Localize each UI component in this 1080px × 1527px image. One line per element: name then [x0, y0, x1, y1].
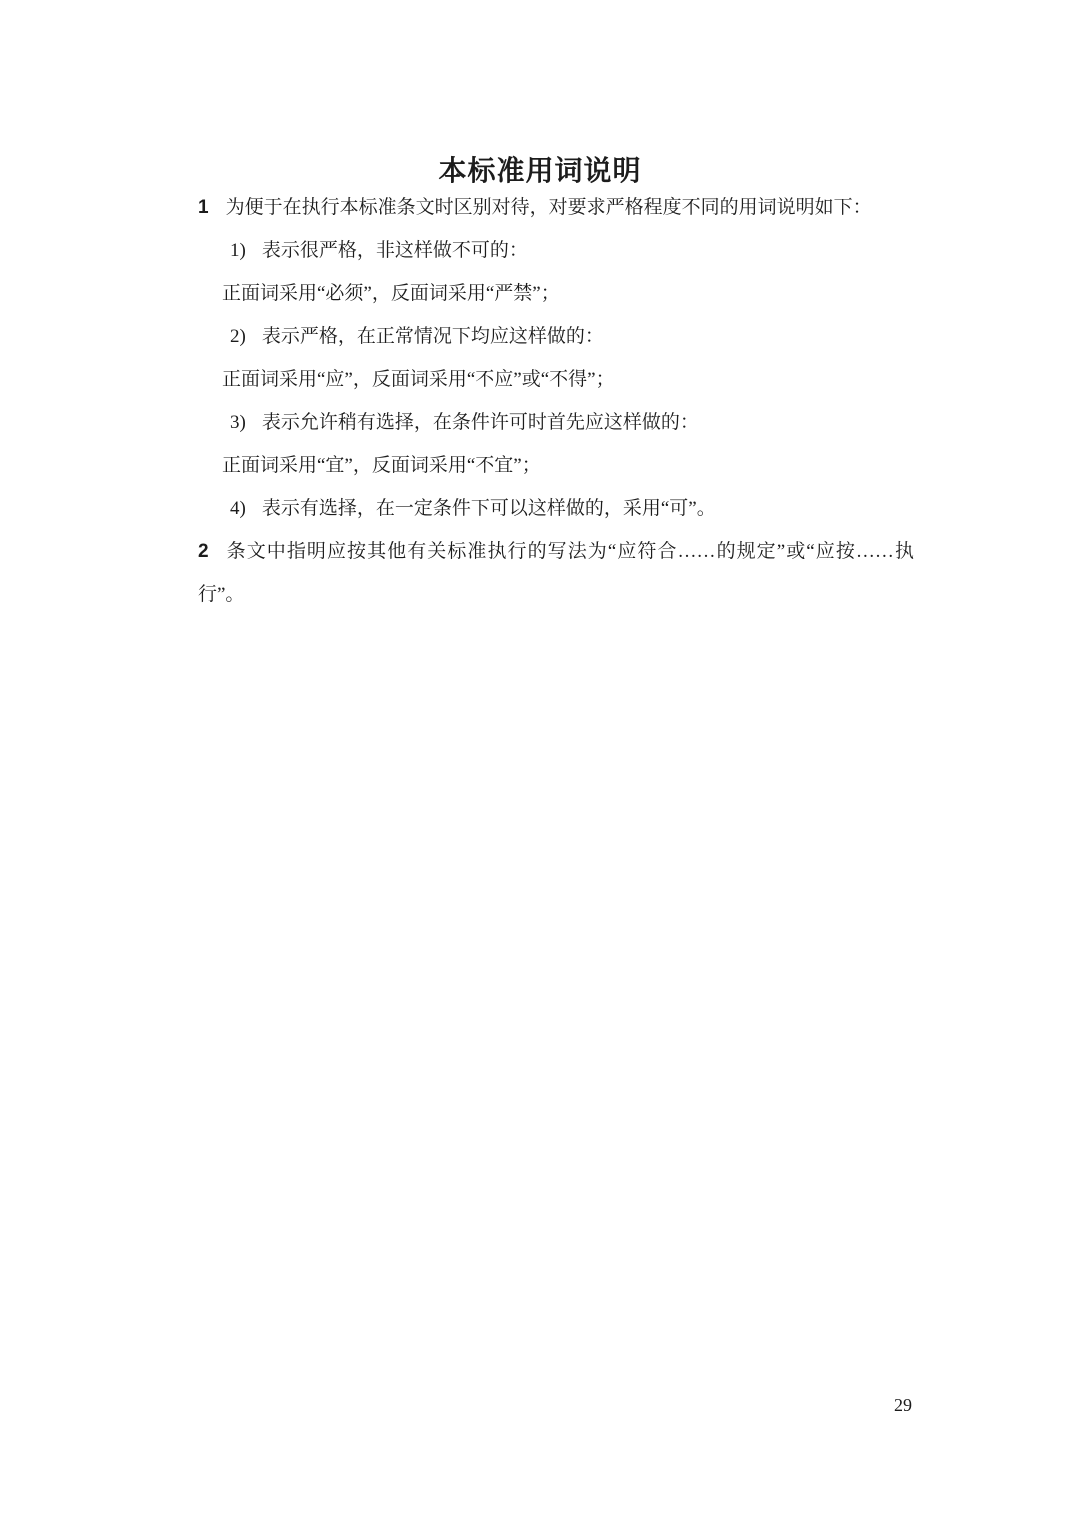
- list-item-2-note: [222, 358, 914, 401]
- list-item-4-marker: 4): [230, 498, 246, 519]
- document-body: [198, 186, 914, 616]
- list-item-2-text: 表示严格，在正常情况下均应这样做的：: [261, 326, 604, 347]
- page-number: 29: [894, 1395, 912, 1415]
- paragraph-1-text: 为便于在执行本标准条文时区别对待，对要求严格程度不同的用词说明如下：: [225, 197, 872, 218]
- list-item-1: [230, 229, 914, 272]
- list-item-3-text: 表示允许稍有选择，在条件许可时首先应这样做的：: [261, 412, 699, 433]
- paragraph-1: [198, 186, 914, 229]
- list-item-1-text: 表示很严格，非这样做不可的：: [261, 240, 528, 261]
- list-item-2-marker: 2): [230, 326, 246, 347]
- paragraph-2-text: 条文中指明应按其他有关标准执行的写法为“应符合……的规定”或“应按……执行”。: [198, 541, 914, 605]
- list-item-1-note-text: 正面词采用“必须”，反面词采用“严禁”；: [222, 283, 560, 304]
- list-item-3-note: [222, 444, 914, 487]
- list-item-2-note-text: 正面词采用“应”，反面词采用“不应”或“不得”；: [222, 369, 615, 390]
- list-item-2: [230, 315, 914, 358]
- list-item-3-note-text: 正面词采用“宜”，反面词采用“不宜”；: [222, 455, 541, 476]
- list-item-4: [230, 487, 914, 530]
- page-title: 本标准用词说明: [438, 155, 642, 187]
- list-item-4-text: 表示有选择，在一定条件下可以这样做的，采用“可”。: [261, 498, 716, 519]
- list-item-1-note: [222, 272, 914, 315]
- paragraph-1-marker: 1: [198, 197, 209, 218]
- list-item-1-marker: 1): [230, 240, 246, 261]
- paragraph-2-marker: 2: [198, 541, 209, 562]
- list-item-3: [230, 401, 914, 444]
- list-item-3-marker: 3): [230, 412, 246, 433]
- paragraph-2: [198, 530, 914, 616]
